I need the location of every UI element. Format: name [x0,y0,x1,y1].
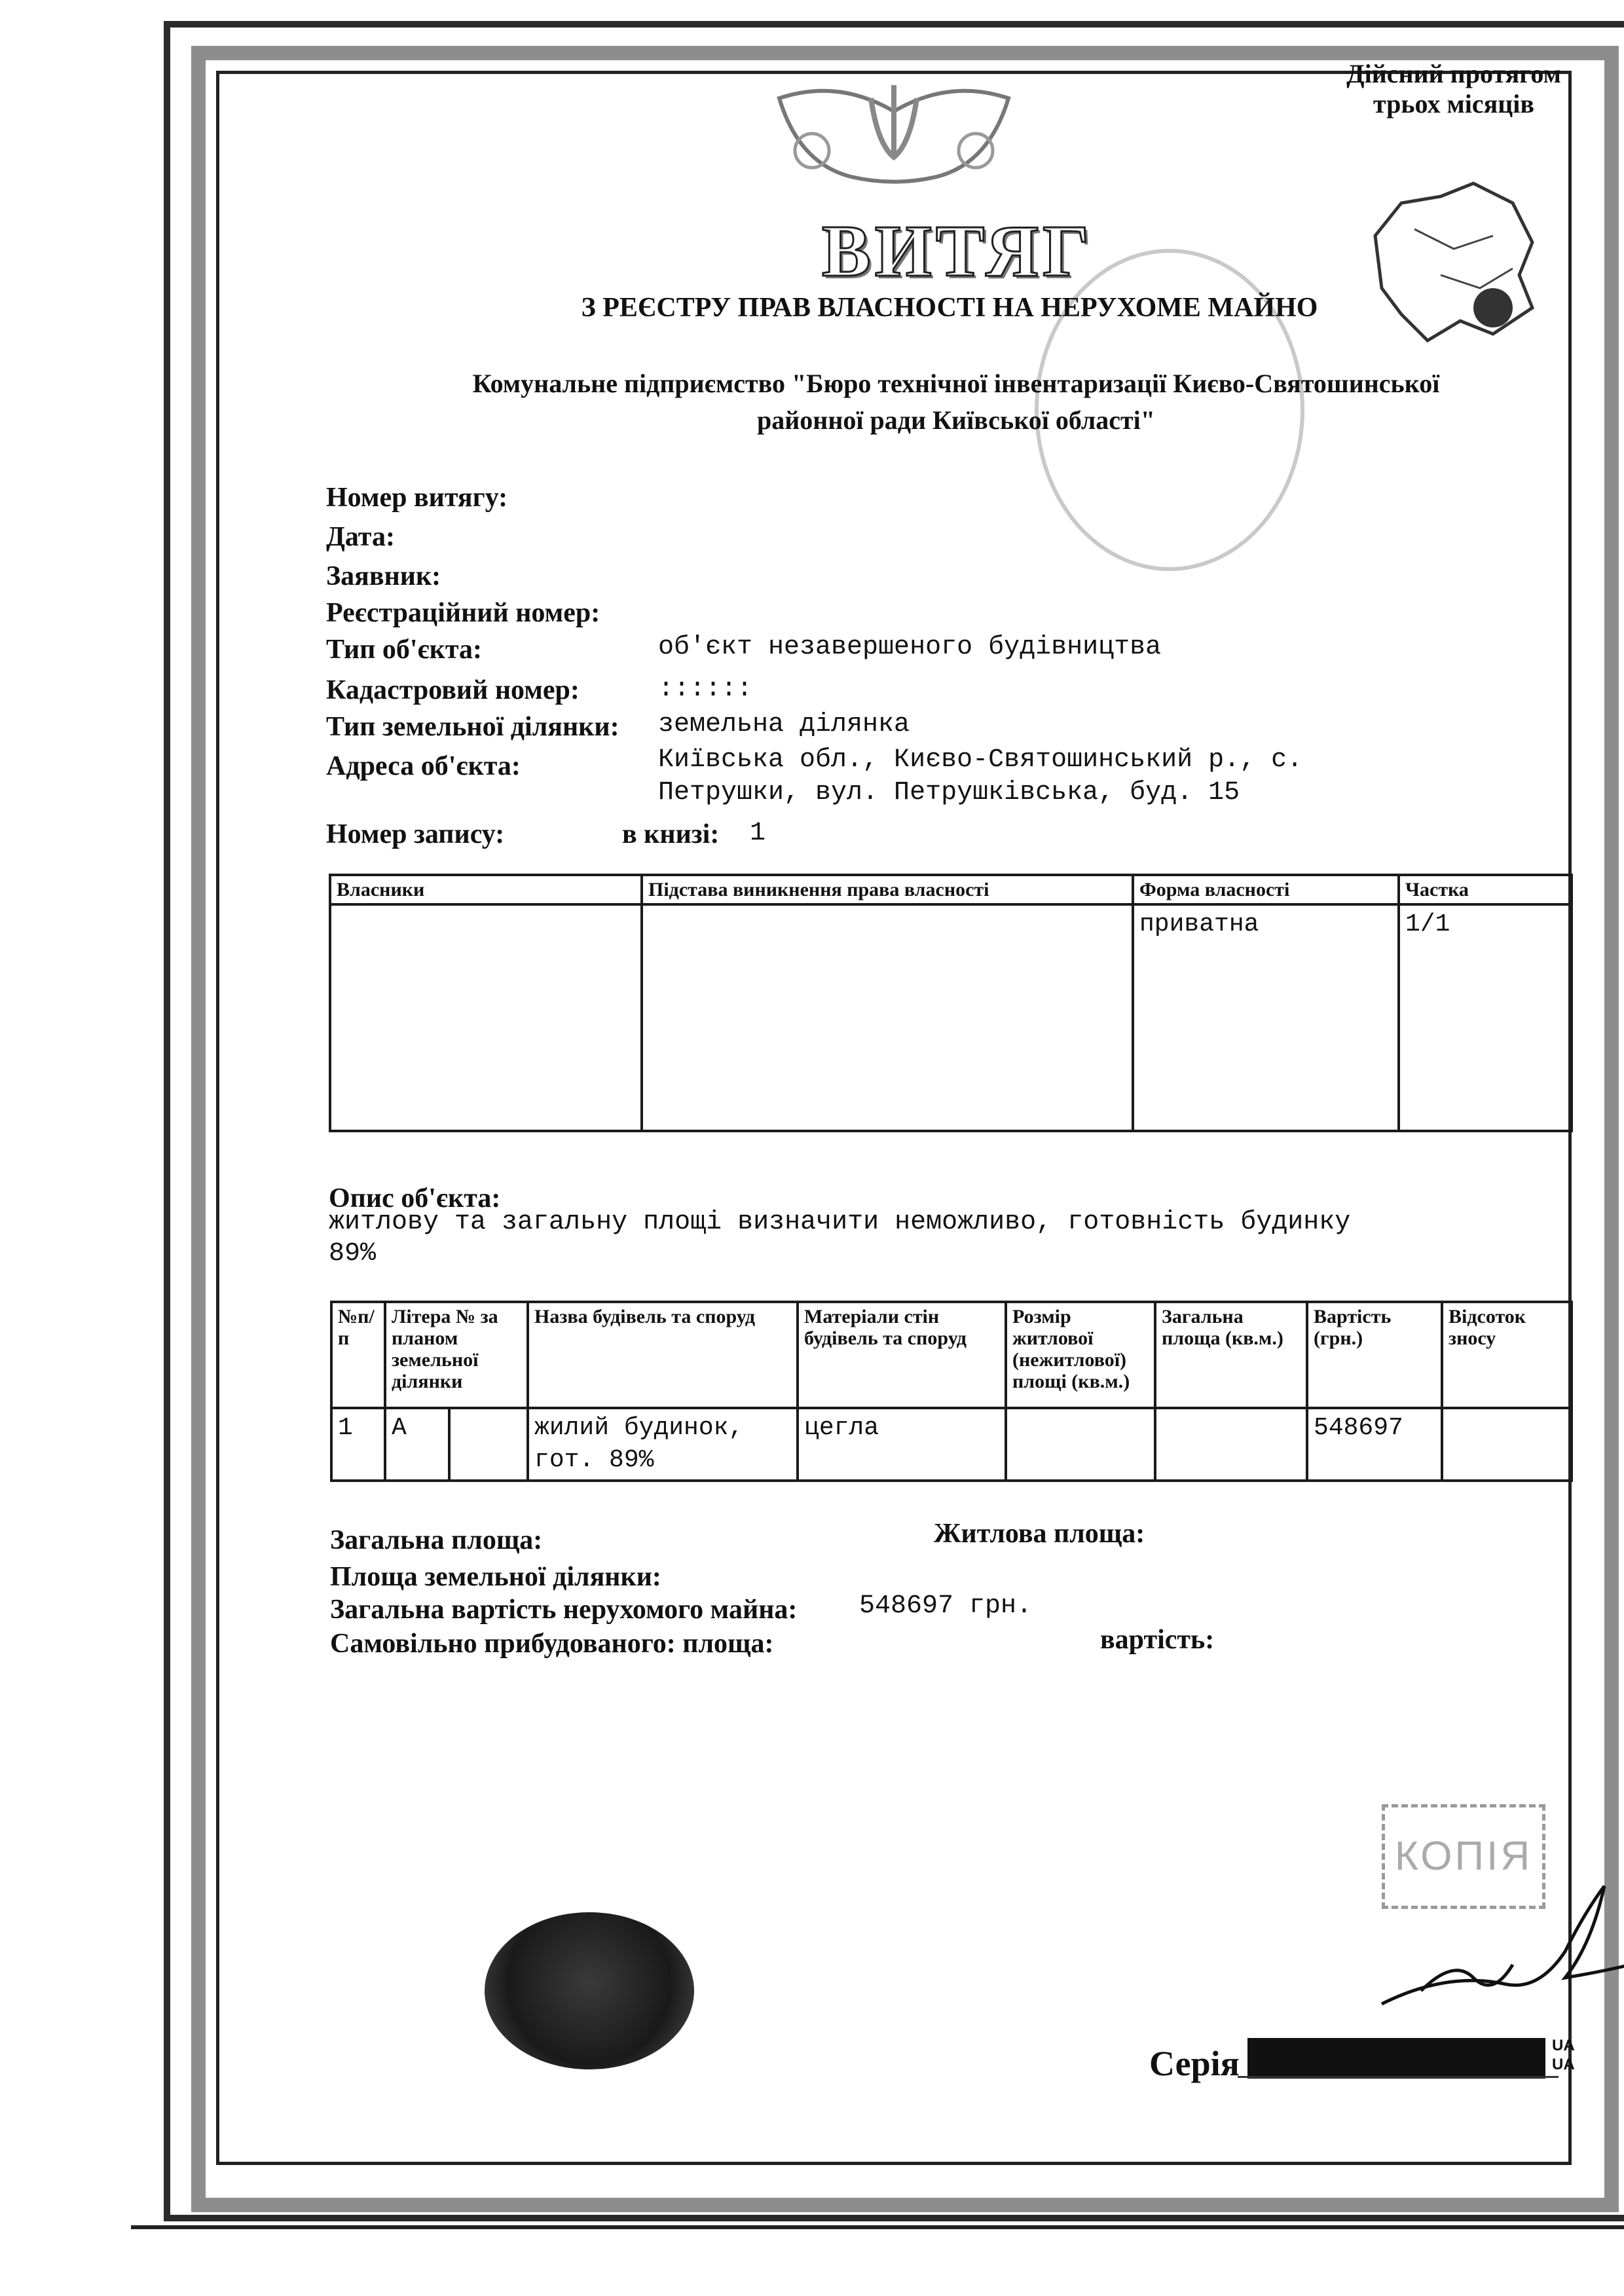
validity-line-2: трьох місяців [1373,89,1535,119]
owners-header-share: Частка [1399,875,1572,904]
land-type-value: земельна ділянка [658,710,910,739]
basis-cell [642,904,1133,1131]
issuing-bureau [367,365,1545,439]
owners-header-owner: Власники [330,875,642,904]
table-row [330,904,1572,1131]
total-area-label: Загальна площа: [330,1525,543,1555]
document-title: ВИТЯГ [822,211,1094,292]
address-line-2: Петрушки, вул. Петрушківська, буд. 15 [658,778,1240,807]
redaction [563,478,779,512]
total-value-label: Загальна вартість нерухомого майна: [330,1595,798,1625]
object-type-value: об'єкт незавершеного будівництва [658,633,1162,662]
buildings-table [330,1301,1573,1482]
official-seal [485,1912,694,2069]
series-redaction [1247,2038,1545,2079]
unauthorized-area-label: Самовільно прибудованого: площа: [330,1629,774,1659]
book-label: в книзі: [622,819,720,849]
header-building-name: Назва будівель та споруд [528,1302,798,1408]
header-living-area: Розмір житлової (нежитлової) площі (кв.м.) [1006,1302,1155,1408]
total-value: 548697 грн. [859,1591,1033,1621]
header-number: №п/п [331,1302,385,1408]
signature-icon [1369,1873,1624,2017]
header-value: Вартість (грн.) [1307,1302,1442,1408]
total-area-cell [1155,1408,1307,1481]
bureau-line-1: Комунальне підприємство "Бюро технічної інвентаризації Києво-Святошинської [472,369,1440,398]
description-label: Опис об'єкта: [329,1183,501,1213]
description-line-1: житлову та загальну площі визначити неможливо, готовність будинку [329,1208,1351,1237]
share-cell: 1/1 [1399,904,1572,1131]
applicant-label: Заявник: [326,561,441,591]
living-area-cell [1006,1408,1155,1481]
living-area-label: Житлова площа: [934,1519,1145,1549]
owners-table [329,874,1573,1132]
wall-material-cell: цегла [798,1408,1006,1481]
registration-number-label: Реєстраційний номер: [326,598,600,628]
owner-cell [330,904,642,1131]
header-wall-material: Матеріали стін будівель та споруд [798,1302,1006,1408]
header-litera: Літера № за планом земельної ділянки [385,1302,528,1408]
validity-line-1: Дійсний протягом [1346,59,1561,88]
address-line-1: Київська обл., Києво-Святошинський р., с. [658,745,1303,775]
wear-cell [1442,1408,1572,1481]
book-value: 1 [750,819,766,848]
date-label: Дата: [326,522,395,552]
object-type-label: Тип об'єкта: [326,635,483,665]
series-suffix-1: UA [1552,2037,1575,2054]
unauthorized-value-label: вартість: [1100,1625,1215,1655]
extract-number-label: Номер витягу: [326,483,508,513]
ownership-form-cell: приватна [1133,904,1399,1131]
plan-cell [449,1408,528,1481]
table-row [331,1408,1572,1481]
cadastral-value: :::::: [658,675,753,704]
series-suffix-2: UA [1552,2055,1575,2073]
land-type-label: Тип земельної ділянки: [326,712,619,742]
document-subtitle: З РЕЄСТРУ ПРАВ ВЛАСНОСТІ НА НЕРУХОМЕ МАЙНО [581,293,1318,323]
owners-header-row [330,875,1572,904]
buildings-header-row [331,1302,1572,1408]
value-cell: 548697 [1307,1408,1442,1481]
validity-note [1336,59,1572,119]
owners-header-form: Форма власності [1133,875,1399,904]
coat-of-arms-icon [740,72,1048,190]
series-suffix [1552,2037,1575,2075]
row-number-cell: 1 [331,1408,385,1481]
record-number-label: Номер запису: [326,819,505,849]
description-line-2: 89% [329,1239,377,1268]
owners-header-basis: Підстава виникнення права власності [642,875,1133,904]
series-label: Серія [1149,2044,1240,2083]
series-underline [1238,2076,1559,2078]
header-total-area: Загальна площа (кв.м.) [1155,1302,1307,1408]
copy-stamp: КОПІЯ [1382,1804,1545,1909]
building-name-cell: жилий будинок, гот. 89% [528,1408,798,1481]
land-area-label: Площа земельної ділянки: [330,1562,661,1592]
bureau-line-2: районної ради Київської області" [757,405,1155,435]
cadastral-label: Кадастровий номер: [326,675,580,705]
ukraine-map-icon [1362,177,1545,347]
litera-cell: А [385,1408,449,1481]
address-label: Адреса об'єкта: [326,751,521,781]
header-wear: Відсоток зносу [1442,1302,1572,1408]
bottom-rule [131,2225,1624,2229]
